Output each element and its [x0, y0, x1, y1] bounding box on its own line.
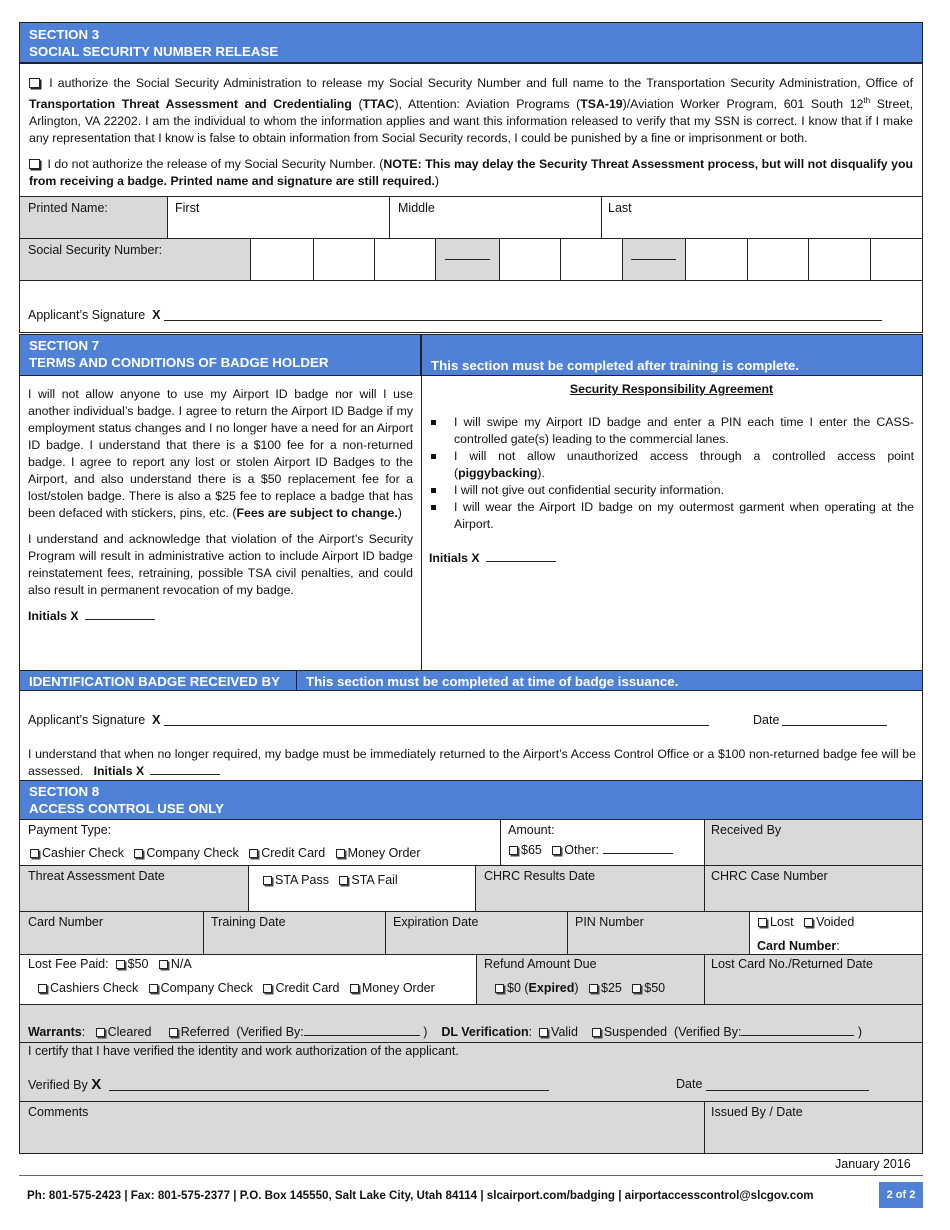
agreement-title: Security Responsibility Agreement: [569, 382, 774, 396]
lost-credit-checkbox[interactable]: [263, 984, 272, 993]
section3-title: SOCIAL SECURITY NUMBER RELEASE: [29, 44, 279, 59]
section7-title: TERMS AND CONDITIONS OF BADGE HOLDER: [29, 355, 329, 370]
dl-valid-checkbox[interactable]: [539, 1028, 548, 1037]
certify-text: I certify that I have verified the identity and work authorization of the applicant.: [28, 1044, 459, 1058]
card-number-label: Card Number: [28, 915, 104, 929]
comments-row: [19, 1101, 923, 1154]
last-name-field[interactable]: Last: [608, 201, 632, 215]
dl-verified-line[interactable]: [741, 1024, 854, 1036]
badge-signature-label: Applicant’s Signature: [28, 713, 146, 727]
pin-number-label: PIN Number: [575, 915, 644, 929]
agreement-item: I will not give out confidential security information.: [429, 482, 914, 499]
warrants-label: Warrants: [28, 1025, 82, 1039]
ssn-row: [19, 238, 923, 281]
training-date-label: Training Date: [211, 915, 286, 929]
amount-label: Amount:: [508, 823, 555, 837]
cashier-check-checkbox[interactable]: [30, 849, 39, 858]
card-row: Card Number Training Date Expiration Date PIN Number Lost Voided Card Number:: [19, 911, 923, 955]
section8-title: ACCESS CONTROL USE ONLY: [29, 801, 225, 816]
revision-date: January 2016: [835, 1157, 911, 1171]
agreement-initials-label: Initials X: [429, 551, 480, 565]
payment-row: Payment Type: Cashier Check Company Check Credit Card Money Order Amount: $65 Other: Received By: [19, 819, 923, 866]
verify-date-label: Date: [676, 1077, 703, 1091]
verified-by-label: Verified By: [28, 1078, 88, 1092]
ssn-authorize-option: I authorize the Social Security Administration to release my Social Security Number and full name to the Transportation Security Administration, Office of Transportation Threat Assessment and Credentialing (TTAC), Attention: Aviation Programs (TSA-19)/Aviation Worker Program, 601 South 12th Street, Arlington, VA 22202. I am the individual to whom the information applies and want this information released to verify that my SSN is correct. I know that if I make any representation that I know is false to obtain information from Social Security records, I could be punished by a fine or imprisonment or both.: [29, 76, 914, 146]
lost-checkbox[interactable]: [758, 918, 767, 927]
refund-25-checkbox[interactable]: [589, 984, 598, 993]
sta-fail-checkbox[interactable]: [339, 876, 348, 885]
warrants-verified-line[interactable]: [304, 1024, 420, 1036]
company-check-checkbox[interactable]: [134, 849, 143, 858]
first-name-field[interactable]: First: [175, 201, 200, 215]
badge-initials-line[interactable]: [150, 763, 220, 775]
page-number: 2 of 2: [879, 1182, 923, 1208]
refund-50-checkbox[interactable]: [632, 984, 641, 993]
refund-0-checkbox[interactable]: [495, 984, 504, 993]
applicant-signature-label: Applicant’s Signature: [28, 308, 146, 322]
sta-pass-checkbox[interactable]: [263, 876, 272, 885]
section7-note: This section must be completed after training is complete.: [421, 334, 923, 376]
refund-label: Refund Amount Due: [484, 957, 597, 971]
payment-type-label: Payment Type:: [28, 823, 112, 837]
agreement-item: I will not allow unauthorized access through a controlled access point (piggybacking).: [429, 448, 914, 482]
voided-checkbox[interactable]: [804, 918, 813, 927]
lost-money-checkbox[interactable]: [350, 984, 359, 993]
amount-other-line[interactable]: [603, 842, 673, 854]
badge-return-text: I understand that when no longer required, my badge must be immediately returned to the Airport’s Access Control Office or a $100 non-returned badge fee will be assessed.: [28, 747, 916, 778]
verify-date-line[interactable]: [706, 1090, 869, 1091]
badge-date-label: Date: [753, 713, 780, 727]
not-authorize-checkbox[interactable]: [29, 159, 40, 169]
lost-fee-label: Lost Fee Paid:: [28, 957, 109, 971]
badge-received-header: IDENTIFICATION BADGE RECEIVED BY: [19, 670, 297, 691]
badge-received-box: Applicant’s Signature X Date I understand that when no longer required, my badge must be immediately returned to the Airport’s Access Control Office or a $100 non-returned badge fee will be assessed. Initials X: [19, 690, 923, 781]
warrants-referred-checkbox[interactable]: [169, 1028, 178, 1037]
ssn-separator-2: [623, 239, 685, 280]
lost-card-label: Lost Card No./Returned Date: [711, 957, 873, 971]
dl-label: DL Verification: [441, 1025, 529, 1039]
middle-name-field[interactable]: Middle: [398, 201, 435, 215]
section3-number: SECTION 3: [29, 27, 100, 42]
card-number2-label: Card Number: [757, 939, 837, 953]
ssn-separator-1: [436, 239, 499, 280]
certify-row: I certify that I have verified the identity and work authorization of the applicant. Verified By X Date: [19, 1042, 923, 1102]
printed-name-label: Printed Name:: [28, 201, 108, 215]
expiration-date-label: Expiration Date: [393, 915, 479, 929]
issued-by-label: Issued By / Date: [711, 1105, 803, 1119]
received-by-label: Received By: [711, 823, 782, 837]
ssn-label: Social Security Number:: [28, 243, 163, 257]
threat-assessment-label: Threat Assessment Date: [28, 869, 165, 883]
chrc-case-label: CHRC Case Number: [711, 869, 828, 883]
authorize-checkbox[interactable]: [29, 78, 40, 88]
section7-header: SECTION 7 TERMS AND CONDITIONS OF BADGE HOLDER: [19, 334, 421, 376]
agreement-item: I will swipe my Airport ID badge and enter a PIN each time I enter the CASS-controlled gate(s) leading to the commercial lanes.: [429, 414, 914, 448]
warrants-cleared-checkbox[interactable]: [96, 1028, 105, 1037]
credit-card-checkbox[interactable]: [249, 849, 258, 858]
comments-label: Comments: [28, 1105, 89, 1119]
amount-other-checkbox[interactable]: [552, 846, 561, 855]
lost-cashiers-checkbox[interactable]: [38, 984, 47, 993]
verified-by-line[interactable]: [109, 1090, 549, 1091]
fee-50-checkbox[interactable]: [116, 960, 125, 969]
terms-initials-label: Initials X: [28, 609, 79, 623]
terms-initials-line[interactable]: [85, 608, 155, 620]
agreement-initials-line[interactable]: [486, 550, 556, 562]
section3-body: [19, 63, 923, 197]
section3-header: [19, 22, 923, 63]
applicant-signature-line[interactable]: [164, 320, 882, 321]
terms-paragraph-2: I understand and acknowledge that violation of the Airport’s Security Program will result in administrative action to include Airport ID badge reinstatement fees, retraining, possible TSA civil penalties, and could also result in permanent revocation of my badge.: [28, 532, 413, 597]
agreement-item: I will wear the Airport ID badge on my outermost garment when operating at the Airport.: [429, 499, 914, 533]
threat-row: Threat Assessment Date STA Pass STA Fail CHRC Results Date CHRC Case Number: [19, 865, 923, 912]
chrc-results-label: CHRC Results Date: [484, 869, 596, 883]
warrants-row: Warrants: Cleared Referred (Verified By: ) DL Verification: Valid Suspended (Verified By: ): [19, 1004, 923, 1043]
ssn-not-authorize-option: I do not authorize the release of my Social Security Number. (NOTE: This may delay the Security Threat Assessment process, but will not disqualify you from receiving a badge. Printed name and signature are still required.): [29, 157, 913, 189]
agreement-list: [429, 414, 914, 533]
printed-name-row: [19, 196, 923, 239]
security-agreement-box: [421, 375, 923, 671]
terms-paragraph-1: I will not allow anyone to use my Airport ID badge nor will I use another individual’s badge. I agree to return the Airport ID Badge if my employment status changes and I no longer have a need for an Airport ID badge. I understand that there is a $100 fee for a non-returned badge. I agree to report any lost or stolen Airport ID Badges to the Airport, and also understand there is a $50 replacement fee for a lost/stolen badge. There is also a $25 fee to replace a badge that has been defaced with stickers, pins, etc. (Fees are subject to change.): [28, 387, 413, 520]
fee-na-checkbox[interactable]: [159, 960, 168, 969]
badge-initials-label: Initials X: [93, 764, 145, 778]
badge-signature-line[interactable]: [164, 725, 709, 726]
lost-company-checkbox[interactable]: [149, 984, 158, 993]
terms-box: [19, 375, 422, 671]
applicant-signature-row: Applicant’s Signature X: [19, 280, 923, 333]
badge-received-note: This section must be completed at time of badge issuance.: [296, 670, 923, 691]
dl-suspended-checkbox[interactable]: [592, 1028, 601, 1037]
amount-65-checkbox[interactable]: [509, 846, 518, 855]
section8-header: SECTION 8 ACCESS CONTROL USE ONLY: [19, 780, 923, 820]
badge-date-line[interactable]: [782, 725, 887, 726]
lost-fee-row: Lost Fee Paid: $50 N/A Cashiers Check Company Check Credit Card Money Order Refund Amount Due $0 (Expired) $25 $50 Lost Card No./Returned Date: [19, 954, 923, 1005]
money-order-checkbox[interactable]: [336, 849, 345, 858]
footer-contact: Ph: 801-575-2423 | Fax: 801-575-2377 | P.O. Box 145550, Salt Lake City, Utah 84114 | slcairport.com/badging | airportaccesscontrol@slcgov.com: [27, 1189, 814, 1202]
